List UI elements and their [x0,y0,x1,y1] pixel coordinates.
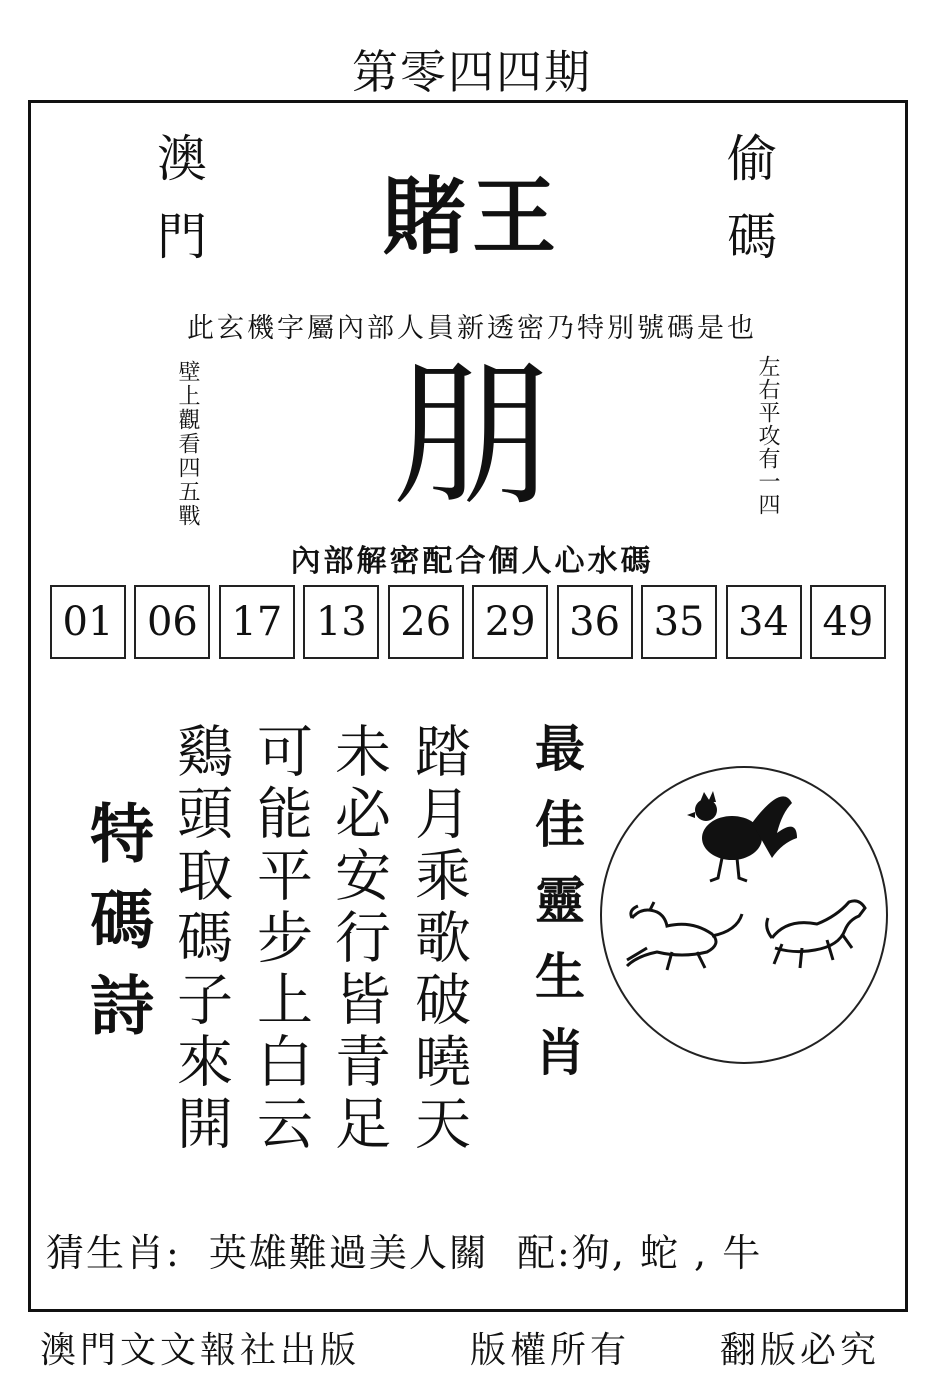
number-box: 49 [810,585,886,659]
riddle-character: 朋 [391,341,552,528]
poem-line-2: 未必安行皆青足 [326,722,391,1156]
main-title: 賭王 [381,168,562,266]
guess-label: 猜生肖: [46,1231,181,1275]
number-box: 17 [219,585,295,659]
poem-line-1: 踏月乘歌破曉天 [406,722,471,1156]
number-box: 36 [557,585,633,659]
number-box: 01 [50,585,126,659]
number-box: 13 [303,585,379,659]
dog-icon [767,901,865,968]
intro-text: 此玄機字屬內部人員新透密乃特別號碼是也 [187,313,757,344]
guess-riddle: 英雄難過美人關 [208,1231,489,1275]
issue-number: 第零四四期 [352,45,592,99]
number-boxes [50,585,886,661]
zodiac-animals-illustration [602,768,886,1062]
poem-line-3: 可能平步上白云 [248,722,313,1156]
guess-zodiac-line [46,1222,776,1277]
footer-rights: 版權所有 [470,1330,631,1371]
side-label-right: 偷碼 [719,132,777,288]
zodiac-circle [600,766,888,1064]
hint-right: 左右平攻有一四 [755,355,780,516]
number-box: 06 [134,585,210,659]
footer-publisher: 澳門文文報社出版 [40,1330,361,1371]
poem-line-4: 鷄頭取碼子來開 [168,722,233,1156]
number-box: 34 [726,585,802,659]
hint-left: 壁上觀看四五戰 [175,360,200,528]
guess-match: 配:狗, 蛇 , 牛 [517,1231,763,1275]
cat-icon [627,902,742,970]
number-box: 29 [472,585,548,659]
poem-label: 特碼詩 [79,800,153,1058]
side-label-left: 澳門 [149,132,207,288]
number-box: 26 [388,585,464,659]
number-box: 35 [641,585,717,659]
rooster-icon [687,791,797,881]
numbers-subtitle: 內部解密配合個人心水碼 [290,544,654,579]
footer-warning: 翻版必究 [720,1330,881,1371]
best-zodiac-label: 最佳靈生肖 [527,722,585,1102]
